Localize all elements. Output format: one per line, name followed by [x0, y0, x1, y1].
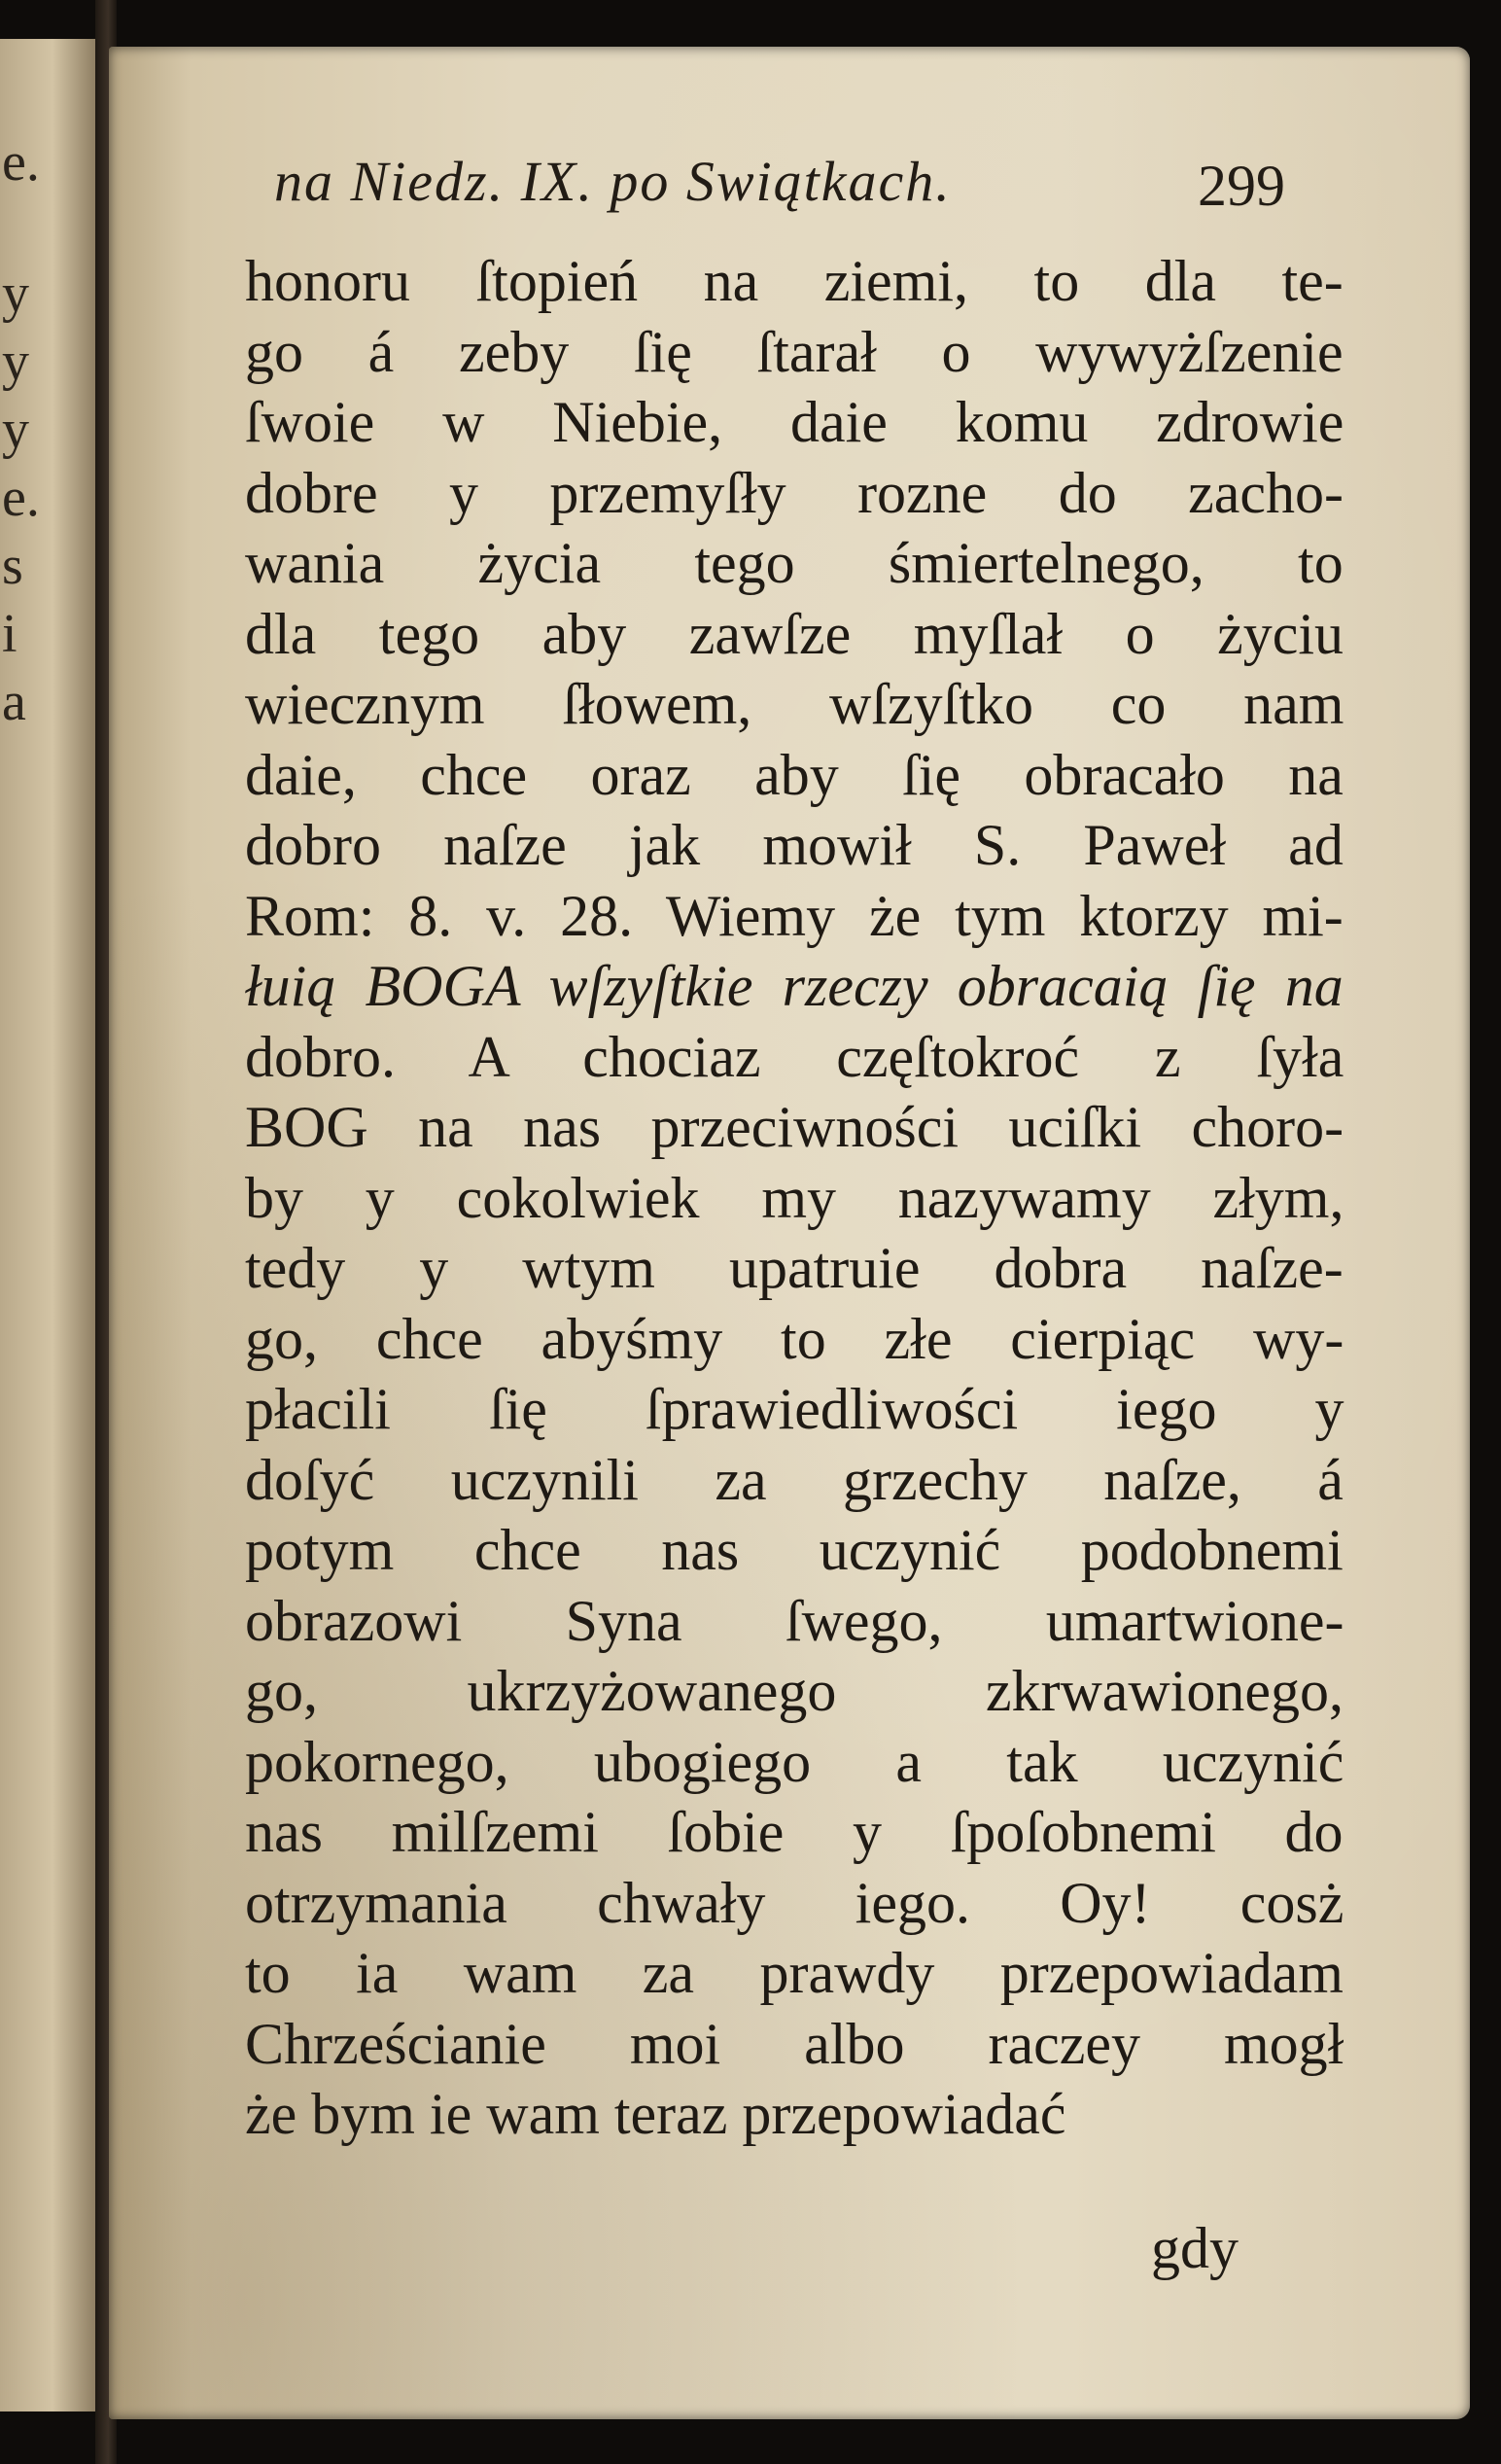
- text-line: Chrześcianie moi albo raczey mogł: [245, 2011, 1344, 2076]
- left-page-edge: [0, 39, 98, 2411]
- text-line: nas milſzemi ſobie y ſpoſobnemi do: [245, 1800, 1344, 1864]
- text-line: płacili ſię ſprawiedliwości iego y: [245, 1377, 1344, 1441]
- text-line: Rom: 8. v. 28. Wiemy że tym ktorzy mi-: [245, 883, 1344, 948]
- text-line: BOG na nas przeciwności uciſki choro-: [245, 1095, 1344, 1159]
- text-line: go, chce abyśmy to złe cierpiąc wy-: [245, 1306, 1344, 1371]
- text-line: honoru ſtopień na ziemi, to dla te-: [245, 249, 1344, 313]
- left-page-fragment: y: [2, 264, 29, 324]
- text-line: że bym ie wam teraz przepowiadać: [245, 2082, 1066, 2146]
- text-line: otrzymania chwały iego. Oy! cosż: [245, 1870, 1344, 1935]
- text-line: to ia wam za prawdy przepowiadam: [245, 1941, 1344, 2005]
- left-page-fragment: e.: [2, 468, 40, 528]
- left-page-fragment: s: [2, 536, 23, 596]
- book-page: [109, 47, 1470, 2419]
- text-line: doſyć uczynili za grzechy naſze, á: [245, 1447, 1344, 1512]
- text-line: dobre y przemyſły rozne do zacho-: [245, 460, 1344, 525]
- left-page-fragment: y: [2, 400, 29, 460]
- left-page-fragment: a: [2, 672, 26, 732]
- text-line: dla tego aby zawſze myſlał o życiu: [245, 601, 1344, 666]
- text-line: potym chce nas uczynić podobnemi: [245, 1518, 1344, 1582]
- text-line: wania życia tego śmiertelnego, to: [245, 531, 1344, 595]
- text-line: daie, chce oraz aby ſię obracało na: [245, 742, 1344, 807]
- text-line: tedy y wtym upatruie dobra naſze-: [245, 1236, 1344, 1300]
- body-text: [245, 246, 1344, 2150]
- left-page-fragment: e.: [2, 132, 40, 193]
- left-page-fragment: i: [2, 604, 17, 664]
- text-line: go, ukrzyżowanego zkrwawionego,: [245, 1659, 1344, 1723]
- text-line: go á zeby ſię ſtarał o wywyżſzenie: [245, 319, 1344, 384]
- text-line: łuią BOGA wſzyſtkie rzeczy obracaią ſię na: [245, 954, 1344, 1018]
- page-number: 299: [1198, 154, 1285, 218]
- text-line: ſwoie w Niebie, daie komu zdrowie: [245, 390, 1344, 454]
- catchword: gdy: [1151, 2216, 1239, 2280]
- text-line: wiecznym ſłowem, wſzyſtko co nam: [245, 672, 1344, 736]
- text-line: dobro. A chociaz częſtokroć z ſyła: [245, 1024, 1344, 1089]
- text-line: pokornego, ubogiego a tak uczynić: [245, 1729, 1344, 1794]
- text-line: by y cokolwiek my nazywamy złym,: [245, 1165, 1344, 1230]
- left-page-fragment: y: [2, 332, 29, 392]
- text-line: dobro naſze jak mowił S. Paweł ad: [245, 813, 1344, 877]
- text-line: obrazowi Syna ſwego, umartwione-: [245, 1588, 1344, 1653]
- page-header: [274, 139, 1285, 227]
- running-head: na Niedz. IX. po Swiątkach.: [274, 150, 952, 213]
